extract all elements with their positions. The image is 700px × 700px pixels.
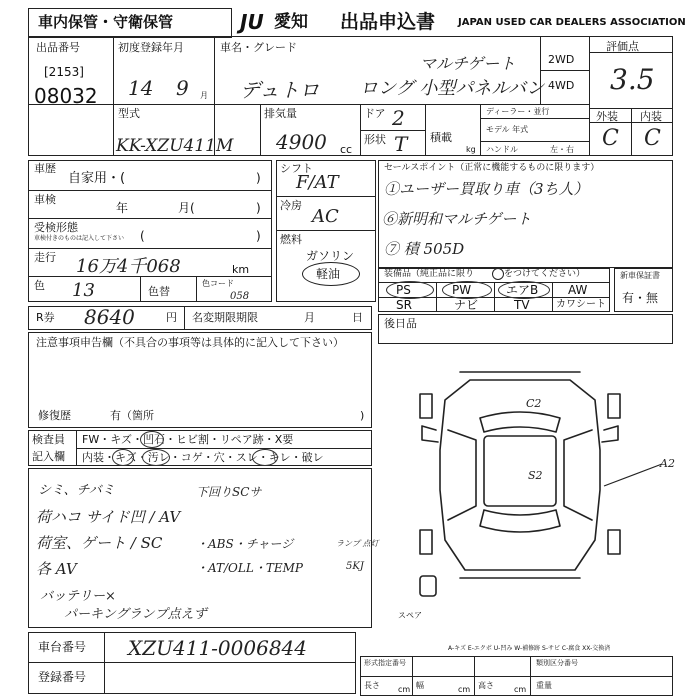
interior-value: C bbox=[644, 126, 661, 151]
recycle-label: R券 bbox=[36, 311, 55, 324]
chassis-value: XZU411-0006844 bbox=[128, 636, 307, 660]
receipt-label: 受検形態 bbox=[34, 221, 78, 234]
selling-point-2: ⑥新明和マルチゲート bbox=[382, 210, 532, 228]
chassis-label: 車台番号 bbox=[38, 640, 87, 654]
inspector-label-2: 記入欄 bbox=[32, 450, 65, 463]
registration-month: 9 bbox=[176, 76, 189, 100]
model-label: 型式 bbox=[118, 107, 140, 120]
registration-no-label: 登録番号 bbox=[38, 670, 87, 684]
displacement-unit: cc bbox=[340, 143, 353, 156]
selling-point-3: ⑦ 積 505D bbox=[384, 240, 465, 258]
receipt-note: 車検付きのものは記入して下さい bbox=[34, 235, 125, 242]
car-label: 車名・グレード bbox=[220, 41, 297, 54]
car-grade: ロング 小型パネルバン bbox=[360, 78, 545, 99]
grade-score-label: 評価点 bbox=[606, 40, 639, 53]
interior-label: 内装 bbox=[640, 110, 662, 123]
model-year-label: モデル 年式 bbox=[486, 125, 529, 134]
cooling-label: 冷房 bbox=[280, 199, 302, 212]
shift-label: シフト bbox=[280, 162, 313, 175]
note-line-3: 荷室、ゲート / SC bbox=[36, 534, 163, 552]
circle-scratch bbox=[112, 449, 134, 466]
note-line-1: シミ、チバミ bbox=[38, 483, 115, 498]
height-label: 高さ bbox=[478, 681, 494, 690]
history-close: ) bbox=[256, 171, 261, 185]
repair-history-close: ) bbox=[360, 409, 365, 422]
note-line-2: 荷ハコ サイド凹 / AV bbox=[36, 508, 181, 526]
circle-wear bbox=[252, 449, 278, 466]
registration-month-unit: 月 bbox=[200, 91, 208, 100]
drive-4wd: 4WD bbox=[548, 79, 575, 92]
weight-label: 重量 bbox=[536, 681, 552, 690]
selling-points-label: セールスポイント（正常に機能するものに限ります） bbox=[384, 163, 600, 173]
handle-label: ハンドル bbox=[486, 145, 518, 154]
note-right-3: ・AT/OLL・TEMP bbox=[196, 561, 303, 575]
length-unit: cm bbox=[398, 685, 411, 694]
damage-s2: S2 bbox=[528, 469, 543, 482]
circle-airbag bbox=[498, 281, 550, 299]
inspector-label-1: 検査員 bbox=[32, 433, 65, 446]
handle-options: 左・右 bbox=[550, 145, 574, 154]
inspection-year: 年 bbox=[116, 201, 129, 215]
circle-hole bbox=[140, 431, 164, 448]
fuel-label: 燃料 bbox=[280, 233, 302, 246]
mileage-value: 16万4千068 bbox=[76, 256, 181, 277]
exterior-label: 外装 bbox=[596, 110, 618, 123]
note-right-1: 下回りSCサ bbox=[196, 485, 262, 499]
expire-label: 名変期限期限 bbox=[192, 311, 258, 324]
equipment-seat: カワシート bbox=[556, 299, 606, 310]
color-code-value: 058 bbox=[230, 291, 250, 302]
selling-point-1: ①ユーザー買取り車（3ち人） bbox=[384, 180, 589, 198]
equipment-tv: TV bbox=[514, 298, 530, 312]
note-line-4: 各 AV bbox=[36, 560, 77, 578]
circle-ps bbox=[386, 281, 434, 299]
equipment-navi: ナビ bbox=[454, 298, 479, 312]
association-name: JAPAN USED CAR DEALERS ASSOCIATION bbox=[458, 17, 686, 28]
equipment-circle-icon bbox=[492, 268, 504, 280]
color-code-label: 色コード bbox=[202, 279, 234, 288]
repair-history-value: 有（箇所 bbox=[110, 409, 154, 422]
color-fade-label: 色替 bbox=[148, 285, 170, 298]
capacity-unit: kg bbox=[466, 145, 476, 154]
height-unit: cm bbox=[514, 685, 527, 694]
circle-pw bbox=[442, 281, 492, 299]
equipment-sr: SR bbox=[396, 298, 412, 312]
circle-stain bbox=[142, 449, 170, 466]
remarks-label: 注意事項申告欄（不具合の事項等は具体的に記入して下さい） bbox=[36, 336, 344, 349]
receipt-close: ) bbox=[256, 229, 261, 243]
displacement-value: 4900 bbox=[276, 130, 327, 154]
equipment-pw: PW bbox=[452, 283, 472, 297]
dealer-label: ディーラー・並行 bbox=[486, 107, 550, 116]
note-line-5: バッテリー× bbox=[40, 589, 116, 604]
color-label: 色 bbox=[34, 279, 45, 292]
spare-label: スペア bbox=[398, 611, 422, 620]
history-value: 自家用・( bbox=[68, 171, 126, 186]
exterior-value: C bbox=[602, 126, 619, 151]
certified-label-2: 類別区分番号 bbox=[536, 659, 578, 667]
expire-month: 月 bbox=[304, 311, 315, 324]
registration-label: 初度登録年月 bbox=[118, 41, 184, 54]
fuel-gas: ガソリン bbox=[306, 249, 355, 263]
damage-c2: C2 bbox=[526, 397, 542, 410]
inspection-close: ) bbox=[256, 201, 261, 215]
inspector-row-2: 内装・キズ・汚レ・コゲ・穴・スレ・キレ・破レ bbox=[82, 451, 324, 464]
inspection-month: 月( bbox=[178, 201, 195, 215]
model-value: KK-XZU411M bbox=[116, 136, 234, 156]
length-label: 長さ bbox=[364, 681, 380, 690]
capacity-label: 積載 bbox=[430, 131, 452, 144]
cooling-value: AC bbox=[312, 206, 339, 227]
note-right-2: ・ABS・チャージ bbox=[196, 537, 294, 551]
color-value: 13 bbox=[72, 280, 95, 301]
damage-a2-pointer bbox=[600, 460, 670, 490]
car-extra: マルチゲート bbox=[420, 54, 516, 73]
equipment-label: 装備品（純正品に限り bbox=[384, 269, 475, 279]
note-line-6: パーキングランプ点えず bbox=[64, 607, 207, 622]
doors-value: 2 bbox=[392, 106, 405, 130]
recycle-value: 8640 bbox=[84, 305, 135, 329]
mileage-unit: km bbox=[232, 263, 250, 276]
grade-score: 3.5 bbox=[610, 63, 655, 96]
lot-small-number: [2153] bbox=[44, 65, 84, 79]
new-warranty-value: 有・無 bbox=[622, 291, 659, 305]
equipment-ps: PS bbox=[396, 283, 411, 297]
certified-label-1: 形式指定番号 bbox=[364, 659, 406, 667]
shape-value: T bbox=[394, 132, 408, 156]
receipt-open: ( bbox=[140, 229, 145, 243]
vehicle-diagram bbox=[400, 370, 640, 610]
equipment-label-2: をつけてください） bbox=[504, 269, 586, 279]
drive-2wd: 2WD bbox=[548, 53, 575, 66]
damage-a2: A2 bbox=[660, 457, 675, 470]
logo-prefecture: 愛知 bbox=[274, 12, 308, 32]
note-lamp: ランプ 点灯 bbox=[336, 539, 379, 548]
width-unit: cm bbox=[458, 685, 471, 694]
inspection-label: 車検 bbox=[34, 193, 56, 206]
width-label: 幅 bbox=[416, 681, 424, 690]
damage-legend: A-キズ E-エクボ U-凹み W-補修跡 S-サビ C-腐食 XX-交換済 bbox=[448, 645, 611, 652]
displacement-label: 排気量 bbox=[264, 107, 297, 120]
history-label: 車歴 bbox=[34, 162, 56, 175]
registration-year: 14 bbox=[128, 76, 154, 100]
shape-label: 形状 bbox=[364, 133, 386, 146]
note-lamp-2: 5KJ bbox=[346, 561, 364, 572]
form-title: 出品申込書 bbox=[340, 11, 436, 33]
inspector-row-1: FW・キズ・凹石・ヒビ割・リペア跡・X要 bbox=[82, 433, 294, 446]
repair-history-label: 修復歴 bbox=[38, 409, 71, 422]
new-warranty-label: 新車保証書 bbox=[620, 271, 660, 280]
equipment-aw: AW bbox=[568, 283, 588, 297]
recycle-unit: 円 bbox=[166, 311, 177, 324]
lot-number: 08032 bbox=[34, 84, 98, 108]
doors-label: ドア bbox=[364, 107, 386, 120]
mileage-label: 走行 bbox=[34, 251, 56, 264]
rear-seat-label: 後日品 bbox=[384, 317, 417, 330]
car-name: デュトロ bbox=[240, 78, 320, 102]
storage-note: 車内保管・守衛保管 bbox=[38, 13, 174, 31]
rear-seat-box bbox=[378, 314, 673, 344]
equipment-airbag: エアB bbox=[506, 283, 539, 297]
ju-logo: JU bbox=[240, 10, 264, 34]
shift-value: F/AT bbox=[296, 172, 339, 193]
lot-label: 出品番号 bbox=[36, 41, 80, 54]
fuel-diesel: 軽油 bbox=[316, 267, 341, 281]
expire-day: 日 bbox=[352, 311, 363, 324]
